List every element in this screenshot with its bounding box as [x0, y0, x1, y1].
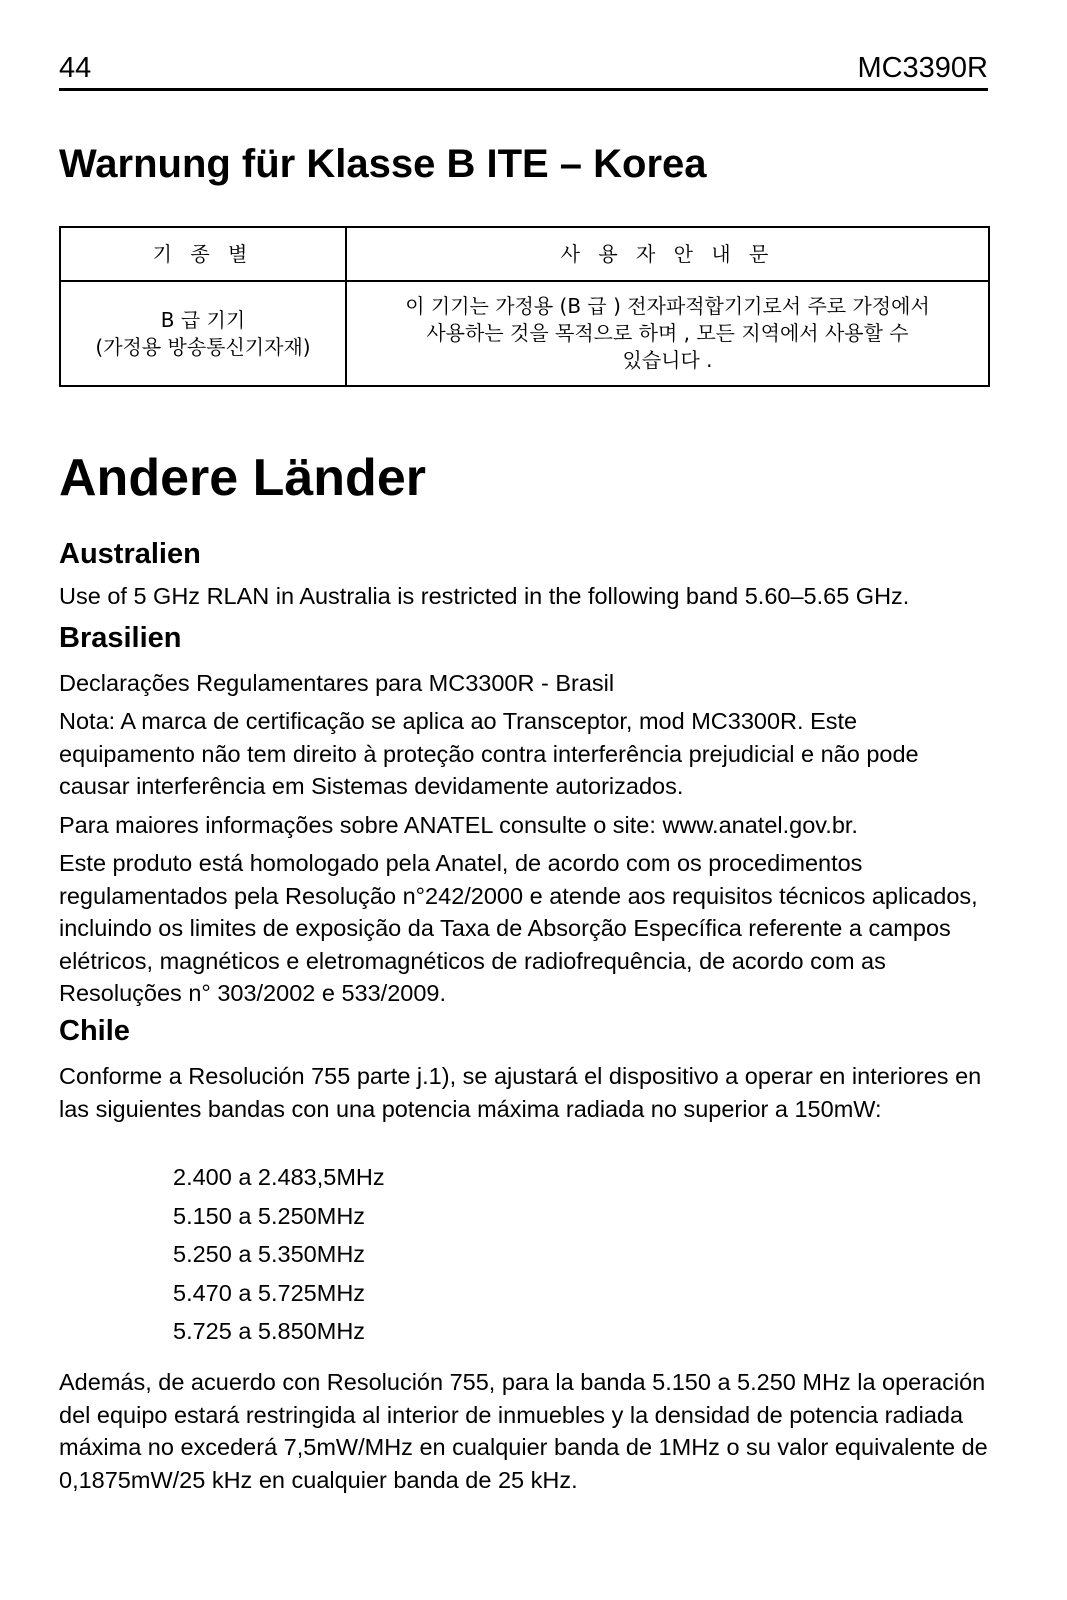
table-cell-device-class: B 급 기기 (가정용 방송통신기자재) [60, 281, 346, 386]
brazil-heading: Brasilien [59, 622, 182, 654]
table-header-device-type: 기 종 별 [60, 227, 346, 281]
brazil-paragraph-4: Este produto está homologado pela Anatel, de acordo com os procedimentos regulamentados pela Resolução n°242/2000 e atende aos requisitos técnicos aplicados, incluindo os limites de exposição da Taxa de Absorção Específica referente a campos elétricos, magnéticos e eletromagnéticos de radiofrequência, de acordo com as Resoluções n° 303/2002 e 533/2009. [59, 850, 978, 1006]
table-header-user-notice: 사 용 자 안 내 문 [346, 227, 989, 281]
table-row [60, 281, 989, 386]
chile-paragraph-2: Además, de acuerdo con Resolución 755, para la banda 5.150 a 5.250 MHz la operación del equipo estará restringida al interior de inmuebles y la densidad de potencia radiada máxima no excederá 7,5mW/MHz en cualquier banda de 1MHz o su valor equivalente de 0,1875mW/25 kHz en cualquier banda de 25 kHz. [59, 1369, 988, 1493]
table-header-row [60, 227, 989, 281]
chile-band-item: 2.400 a 2.483,5MHz [173, 1164, 385, 1190]
korea-section-title: Warnung für Klasse B ITE – Korea [59, 142, 707, 186]
brazil-paragraph-2: Nota: A marca de certificação se aplica ao Transceptor, mod MC3300R. Este equipamento não tem direito à proteção contra interferência prejudicial e não pode causar interferência em Sistemas devidamente autorizados. [59, 708, 919, 799]
page-header [59, 52, 988, 91]
page-number: 44 [59, 52, 92, 84]
table-cell-notice-text: 이 기기는 가정용 (B 급 ) 전자파적합기기로서 주로 가정에서 사용하는 것을 목적으로 하며 , 모든 지역에서 사용할 수 있습니다 . [346, 281, 989, 386]
brazil-paragraph-3: Para maiores informações sobre ANATEL consulte o site: www.anatel.gov.br. [59, 812, 858, 838]
brazil-paragraph-1: Declarações Regulamentares para MC3300R - Brasil [59, 670, 615, 696]
model-name: MC3390R [857, 52, 988, 84]
chile-band-item: 5.250 a 5.350MHz [173, 1241, 366, 1267]
chile-band-item: 5.150 a 5.250MHz [173, 1203, 366, 1229]
korea-warning-table [59, 226, 990, 387]
australia-heading: Australien [59, 538, 201, 570]
australia-text: Use of 5 GHz RLAN in Australia is restricted in the following band 5.60–5.65 GHz. [59, 583, 910, 609]
other-countries-title: Andere Länder [59, 449, 426, 507]
chile-band-item: 5.470 a 5.725MHz [173, 1280, 366, 1306]
chile-band-item: 5.725 a 5.850MHz [173, 1318, 366, 1344]
chile-paragraph-1: Conforme a Resolución 755 parte j.1), se ajustará el dispositivo a operar en interiores en las siguientes bandas con una potencia máxima radiada no superior a 150mW: [59, 1063, 982, 1122]
chile-heading: Chile [59, 1015, 130, 1047]
